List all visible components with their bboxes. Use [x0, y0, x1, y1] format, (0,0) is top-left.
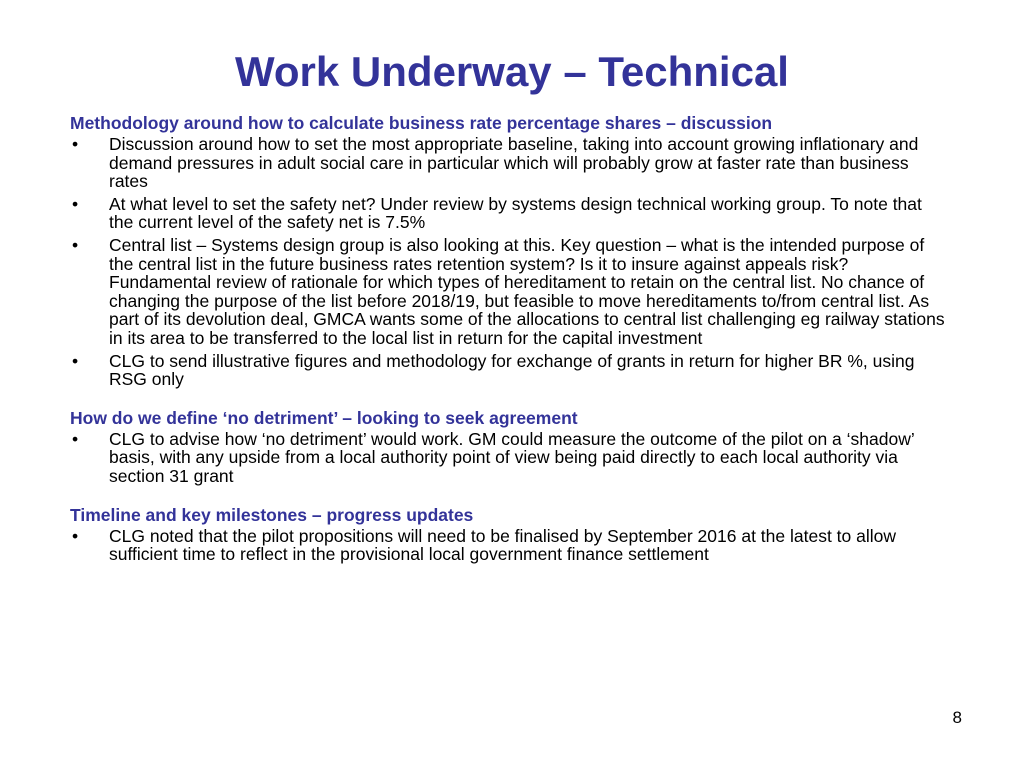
bullet-icon: •: [72, 134, 79, 154]
bullet-text: Discussion around how to set the most appropriate baseline, taking into account growing inflationary and demand pressures in adult social care in particular which will probably grow at faster rate than business rates: [109, 134, 919, 192]
bullet-icon: •: [72, 525, 79, 546]
bullet-item: [70, 527, 950, 564]
section-heading: How do we define ‘no detriment’ – looking to seek agreement: [70, 407, 578, 428]
section-no-detriment: [70, 408, 950, 486]
bullet-text: CLG noted that the pilot propositions will need to be finalised by September 2016 at the latest to allow sufficient time to reflect in the provisional local government finance settlement: [109, 525, 897, 565]
bullet-item: [70, 236, 950, 348]
section-heading: Methodology around how to calculate business rate percentage shares – discussion: [70, 113, 773, 133]
bullet-list: [70, 527, 950, 564]
bullet-icon: •: [72, 428, 79, 449]
bullet-item: [70, 352, 950, 389]
slide-title: Work Underway – Technical: [235, 48, 789, 95]
bullet-text: CLG to advise how ‘no detriment’ would work. GM could measure the outcome of the pilot on a ‘shadow’ basis, with any upside from a local authority point of view being paid directly to each local authority via section 31 grant: [109, 428, 915, 486]
bullet-icon: •: [72, 234, 79, 255]
bullet-text: Central list – Systems design group is also looking at this. Key question – what is the intended purpose of the central list in the future business rates retention system? Is it to insure against appeals risk? Fundamental review of rationale for which types of hereditament to retain on the central list. No chance of changing the purpose of the list before 2018/19, but feasible to move hereditaments to/from central list. As part of its devolution deal, GMCA wants some of the allocations to central list challenging eg railway stations in its area to be transferred to the local list in return for the capital investment: [109, 234, 945, 348]
section-timeline: [70, 505, 950, 564]
bullet-item: [70, 135, 950, 191]
bullet-list: [70, 430, 950, 486]
bullet-item: [70, 195, 950, 232]
bullet-icon: •: [72, 350, 79, 371]
bullet-icon: •: [72, 193, 79, 214]
slide-content: [70, 113, 950, 583]
section-methodology: [70, 113, 950, 389]
bullet-item: [70, 430, 950, 486]
page-number: 8: [952, 708, 962, 727]
section-heading: Timeline and key milestones – progress updates: [70, 504, 474, 525]
bullet-list: [70, 135, 950, 389]
bullet-text: At what level to set the safety net? Under review by systems design technical working group. To note that the current level of the safety net is 7.5%: [109, 193, 922, 233]
bullet-text: CLG to send illustrative figures and methodology for exchange of grants in return for higher BR %, using RSG only: [109, 350, 915, 390]
